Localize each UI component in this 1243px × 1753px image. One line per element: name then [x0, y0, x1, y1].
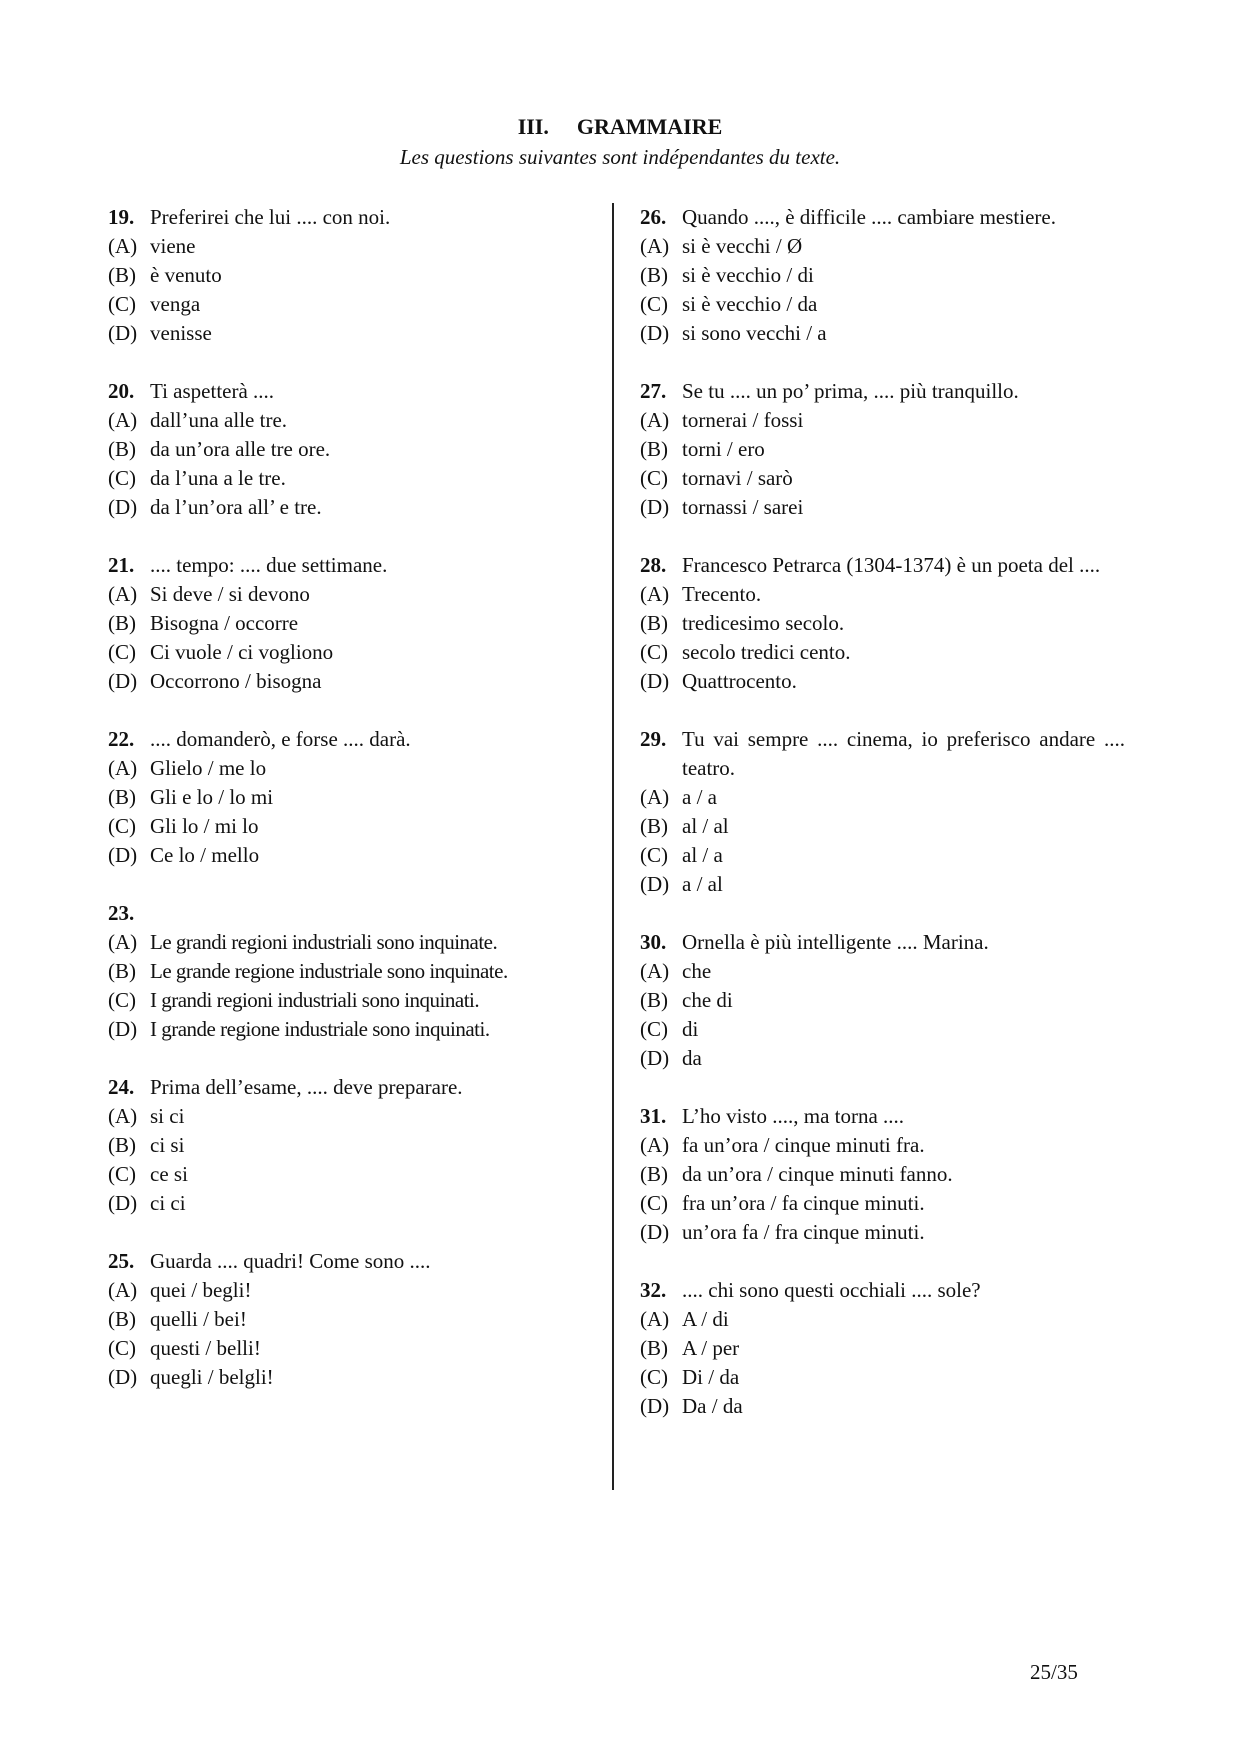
- option-letter: (D): [640, 1394, 670, 1418]
- option-text: si sono vecchi / a: [682, 321, 827, 345]
- answer-option: [108, 1160, 588, 1189]
- option-letter: (C): [108, 814, 136, 838]
- answer-option: [108, 1305, 588, 1334]
- option-text: al / al: [682, 814, 729, 838]
- question-stem: [108, 725, 588, 754]
- question-number: 25.: [108, 1249, 135, 1273]
- option-letter: (B): [640, 988, 668, 1012]
- question-text: .... chi sono questi occhiali .... sole?: [682, 1278, 981, 1302]
- answer-option: [108, 609, 588, 638]
- answer-option: [108, 406, 588, 435]
- question-number: 27.: [640, 379, 667, 403]
- answer-option: [108, 1276, 588, 1305]
- option-letter: (C): [640, 292, 668, 316]
- option-letter: (D): [640, 1220, 670, 1244]
- option-text: tornassi / sarei: [682, 495, 804, 519]
- question-stem: [640, 377, 1125, 406]
- option-letter: (B): [640, 263, 668, 287]
- answer-option: [640, 1363, 1125, 1392]
- answer-option: [640, 580, 1125, 609]
- option-letter: (C): [108, 292, 136, 316]
- question-32: [640, 1276, 1125, 1421]
- question-28: [640, 551, 1125, 696]
- question-text: Quando ...., è difficile .... cambiare mestiere.: [682, 205, 1056, 229]
- question-20: [108, 377, 588, 522]
- option-text: dall’una alle tre.: [150, 408, 288, 432]
- option-text: quelli / bei!: [150, 1307, 247, 1331]
- option-text: quegli / belgli!: [150, 1365, 274, 1389]
- option-letter: (D): [640, 669, 670, 693]
- answer-option: [640, 1334, 1125, 1363]
- option-letter: (A): [108, 408, 138, 432]
- option-text: ci si: [150, 1133, 185, 1157]
- option-text: che di: [682, 988, 733, 1012]
- option-text: di: [682, 1017, 699, 1041]
- question-stem: [108, 1247, 588, 1276]
- question-text: Tu vai sempre .... cinema, io preferisco andare .... teatro.: [682, 727, 1125, 780]
- answer-option: [640, 638, 1125, 667]
- answer-option: [640, 609, 1125, 638]
- answer-option: [108, 1334, 588, 1363]
- option-text: Da / da: [682, 1394, 743, 1418]
- answer-option: [640, 319, 1125, 348]
- option-text: ci ci: [150, 1191, 186, 1215]
- option-text: da l’una a le tre.: [150, 466, 286, 490]
- option-text: si ci: [150, 1104, 185, 1128]
- question-number: 19.: [108, 205, 135, 229]
- column-divider: [612, 203, 614, 1490]
- option-letter: (B): [640, 814, 668, 838]
- question-stem: [640, 551, 1125, 580]
- question-27: [640, 377, 1125, 522]
- option-text: Gli e lo / lo mi: [150, 785, 274, 809]
- option-letter: (C): [108, 988, 136, 1012]
- option-letter: (C): [640, 1365, 668, 1389]
- option-letter: (D): [640, 1046, 670, 1070]
- question-text: Se tu .... un po’ prima, .... più tranquillo.: [682, 379, 1019, 403]
- option-text: Bisogna / occorre: [150, 611, 299, 635]
- option-letter: (B): [108, 263, 136, 287]
- answer-option: [640, 290, 1125, 319]
- right-column: [640, 203, 1125, 1450]
- option-text: da un’ora / cinque minuti fanno.: [682, 1162, 953, 1186]
- answer-option: [108, 957, 588, 986]
- section-header: [310, 112, 930, 172]
- option-text: un’ora fa / fra cinque minuti.: [682, 1220, 925, 1244]
- question-stem: [108, 899, 588, 928]
- left-column: [108, 203, 588, 1421]
- option-text: è venuto: [150, 263, 222, 287]
- question-text: Guarda .... quadri! Come sono ....: [150, 1249, 431, 1273]
- answer-option: [108, 1131, 588, 1160]
- option-text: tredicesimo secolo.: [682, 611, 845, 635]
- answer-option: [108, 986, 588, 1015]
- question-number: 21.: [108, 553, 135, 577]
- option-text: ce si: [150, 1162, 188, 1186]
- option-text: Di / da: [682, 1365, 740, 1389]
- option-letter: (C): [108, 640, 136, 664]
- option-letter: (C): [108, 466, 136, 490]
- option-letter: (B): [108, 611, 136, 635]
- option-letter: (A): [108, 756, 138, 780]
- option-text: al / a: [682, 843, 723, 867]
- question-31: [640, 1102, 1125, 1247]
- option-letter: (A): [640, 1307, 670, 1331]
- question-number: 28.: [640, 553, 667, 577]
- option-letter: (B): [108, 1307, 136, 1331]
- answer-option: [640, 667, 1125, 696]
- answer-option: [108, 812, 588, 841]
- option-text: Quattrocento.: [682, 669, 797, 693]
- option-text: venisse: [150, 321, 212, 345]
- question-number: 32.: [640, 1278, 667, 1302]
- option-text: viene: [150, 234, 196, 258]
- question-number: 22.: [108, 727, 135, 751]
- option-letter: (C): [108, 1336, 136, 1360]
- option-text: I grande regione industriale sono inquinati.: [150, 1017, 490, 1041]
- option-letter: (C): [108, 1162, 136, 1186]
- question-text: .... tempo: .... due settimane.: [150, 553, 388, 577]
- answer-option: [108, 783, 588, 812]
- question-number: 29.: [640, 727, 667, 751]
- option-letter: (B): [108, 785, 136, 809]
- option-letter: (B): [108, 959, 136, 983]
- option-text: fa un’ora / cinque minuti fra.: [682, 1133, 925, 1157]
- question-number: 31.: [640, 1104, 667, 1128]
- question-23: [108, 899, 588, 1044]
- answer-option: [640, 841, 1125, 870]
- question-number: 20.: [108, 379, 135, 403]
- answer-option: [640, 1218, 1125, 1247]
- option-text: Le grandi regioni industriali sono inquinate.: [150, 930, 498, 954]
- option-text: Ce lo / mello: [150, 843, 260, 867]
- page-number: 25/35: [1030, 1660, 1078, 1684]
- answer-option: [108, 1363, 588, 1392]
- option-text: da: [682, 1046, 702, 1070]
- option-letter: (A): [640, 234, 670, 258]
- option-text: Si deve / si devono: [150, 582, 310, 606]
- answer-option: [108, 319, 588, 348]
- option-text: tornavi / sarò: [682, 466, 793, 490]
- answer-option: [108, 464, 588, 493]
- question-stem: [640, 1276, 1125, 1305]
- option-letter: (A): [640, 1133, 670, 1157]
- option-letter: (C): [640, 466, 668, 490]
- option-letter: (C): [640, 640, 668, 664]
- question-21: [108, 551, 588, 696]
- option-text: Glielo / me lo: [150, 756, 267, 780]
- option-text: Gli lo / mi lo: [150, 814, 259, 838]
- option-letter: (B): [640, 1336, 668, 1360]
- option-text: secolo tredici cento.: [682, 640, 851, 664]
- question-24: [108, 1073, 588, 1218]
- option-text: fra un’ora / fa cinque minuti.: [682, 1191, 925, 1215]
- answer-option: [640, 1044, 1125, 1073]
- option-letter: (A): [640, 785, 670, 809]
- option-letter: (D): [108, 1191, 138, 1215]
- option-text: quei / begli!: [150, 1278, 252, 1302]
- option-text: da un’ora alle tre ore.: [150, 437, 331, 461]
- question-number: 26.: [640, 205, 667, 229]
- option-text: si è vecchi / Ø: [682, 234, 803, 258]
- question-text: Prima dell’esame, .... deve preparare.: [150, 1075, 463, 1099]
- answer-option: [640, 1015, 1125, 1044]
- option-text: si è vecchio / da: [682, 292, 818, 316]
- section-subtitle: Les questions suivantes sont indépendantes du texte.: [399, 145, 841, 169]
- answer-option: [108, 1015, 588, 1044]
- section-title-text: GRAMMAIRE: [576, 114, 723, 139]
- option-text: venga: [150, 292, 201, 316]
- option-letter: (A): [640, 408, 670, 432]
- answer-option: [108, 435, 588, 464]
- answer-option: [108, 841, 588, 870]
- option-letter: (C): [640, 1191, 668, 1215]
- answer-option: [640, 435, 1125, 464]
- question-stem: [108, 377, 588, 406]
- question-number: 23.: [108, 901, 135, 925]
- question-stem: [640, 203, 1125, 232]
- answer-option: [640, 1189, 1125, 1218]
- answer-option: [108, 493, 588, 522]
- option-text: questi / belli!: [150, 1336, 261, 1360]
- question-stem: [640, 725, 1125, 783]
- question-29: [640, 725, 1125, 899]
- answer-option: [640, 957, 1125, 986]
- question-30: [640, 928, 1125, 1073]
- question-stem: [108, 203, 588, 232]
- option-text: si è vecchio / di: [682, 263, 814, 287]
- answer-option: [640, 1131, 1125, 1160]
- option-text: da l’un’ora all’ e tre.: [150, 495, 322, 519]
- question-26: [640, 203, 1125, 348]
- question-stem: [108, 551, 588, 580]
- answer-option: [640, 406, 1125, 435]
- question-22: [108, 725, 588, 870]
- question-number: 24.: [108, 1075, 135, 1099]
- question-text: Ornella è più intelligente .... Marina.: [682, 930, 989, 954]
- option-text: torni / ero: [682, 437, 765, 461]
- option-letter: (B): [640, 611, 668, 635]
- option-text: I grandi regioni industriali sono inquinati.: [150, 988, 480, 1012]
- answer-option: [640, 261, 1125, 290]
- answer-option: [640, 870, 1125, 899]
- option-text: tornerai / fossi: [682, 408, 804, 432]
- answer-option: [640, 493, 1125, 522]
- option-text: Occorrono / bisogna: [150, 669, 322, 693]
- option-letter: (D): [108, 1017, 138, 1041]
- option-letter: (A): [640, 582, 670, 606]
- option-letter: (A): [640, 959, 670, 983]
- option-letter: (D): [108, 1365, 138, 1389]
- question-stem: [640, 928, 1125, 957]
- answer-option: [108, 1102, 588, 1131]
- answer-option: [640, 1160, 1125, 1189]
- question-text: L’ho visto ...., ma torna ....: [682, 1104, 905, 1128]
- option-text: Trecento.: [682, 582, 762, 606]
- answer-option: [640, 1305, 1125, 1334]
- option-text: a / al: [682, 872, 723, 896]
- question-stem: [108, 1073, 588, 1102]
- option-letter: (A): [108, 1278, 138, 1302]
- answer-option: [640, 232, 1125, 261]
- option-letter: (D): [640, 872, 670, 896]
- option-text: Ci vuole / ci vogliono: [150, 640, 334, 664]
- answer-option: [108, 667, 588, 696]
- option-letter: (B): [108, 437, 136, 461]
- question-19: [108, 203, 588, 348]
- option-letter: (A): [108, 930, 138, 954]
- option-letter: (C): [640, 1017, 668, 1041]
- option-letter: (A): [108, 582, 138, 606]
- option-text: Le grande regione industriale sono inquinate.: [150, 959, 508, 983]
- answer-option: [108, 261, 588, 290]
- question-25: [108, 1247, 588, 1392]
- answer-option: [640, 783, 1125, 812]
- option-letter: (D): [108, 669, 138, 693]
- question-text: Preferirei che lui .... con noi.: [150, 205, 391, 229]
- question-text: [150, 899, 588, 928]
- question-stem: [640, 1102, 1125, 1131]
- answer-option: [108, 232, 588, 261]
- option-letter: (B): [108, 1133, 136, 1157]
- answer-option: [108, 638, 588, 667]
- question-text: Francesco Petrarca (1304-1374) è un poeta del ....: [682, 553, 1101, 577]
- option-text: che: [682, 959, 712, 983]
- answer-option: [108, 928, 588, 957]
- answer-option: [108, 290, 588, 319]
- option-text: A / di: [682, 1307, 729, 1331]
- option-text: a / a: [682, 785, 717, 809]
- question-number: 30.: [640, 930, 667, 954]
- option-letter: (D): [108, 843, 138, 867]
- section-title: [310, 112, 930, 142]
- section-number: III.: [517, 114, 549, 139]
- answer-option: [108, 754, 588, 783]
- option-letter: (B): [640, 437, 668, 461]
- option-letter: (D): [640, 495, 670, 519]
- answer-option: [108, 580, 588, 609]
- option-letter: (A): [108, 234, 138, 258]
- option-letter: (A): [108, 1104, 138, 1128]
- question-text: .... domanderò, e forse .... darà.: [150, 727, 411, 751]
- answer-option: [640, 812, 1125, 841]
- option-letter: (D): [108, 495, 138, 519]
- option-letter: (C): [640, 843, 668, 867]
- answer-option: [108, 1189, 588, 1218]
- answer-option: [640, 1392, 1125, 1421]
- answer-option: [640, 986, 1125, 1015]
- option-letter: (D): [108, 321, 138, 345]
- option-letter: (D): [640, 321, 670, 345]
- answer-option: [640, 464, 1125, 493]
- option-letter: (B): [640, 1162, 668, 1186]
- question-text: Ti aspetterà ....: [150, 379, 275, 403]
- option-text: A / per: [682, 1336, 740, 1360]
